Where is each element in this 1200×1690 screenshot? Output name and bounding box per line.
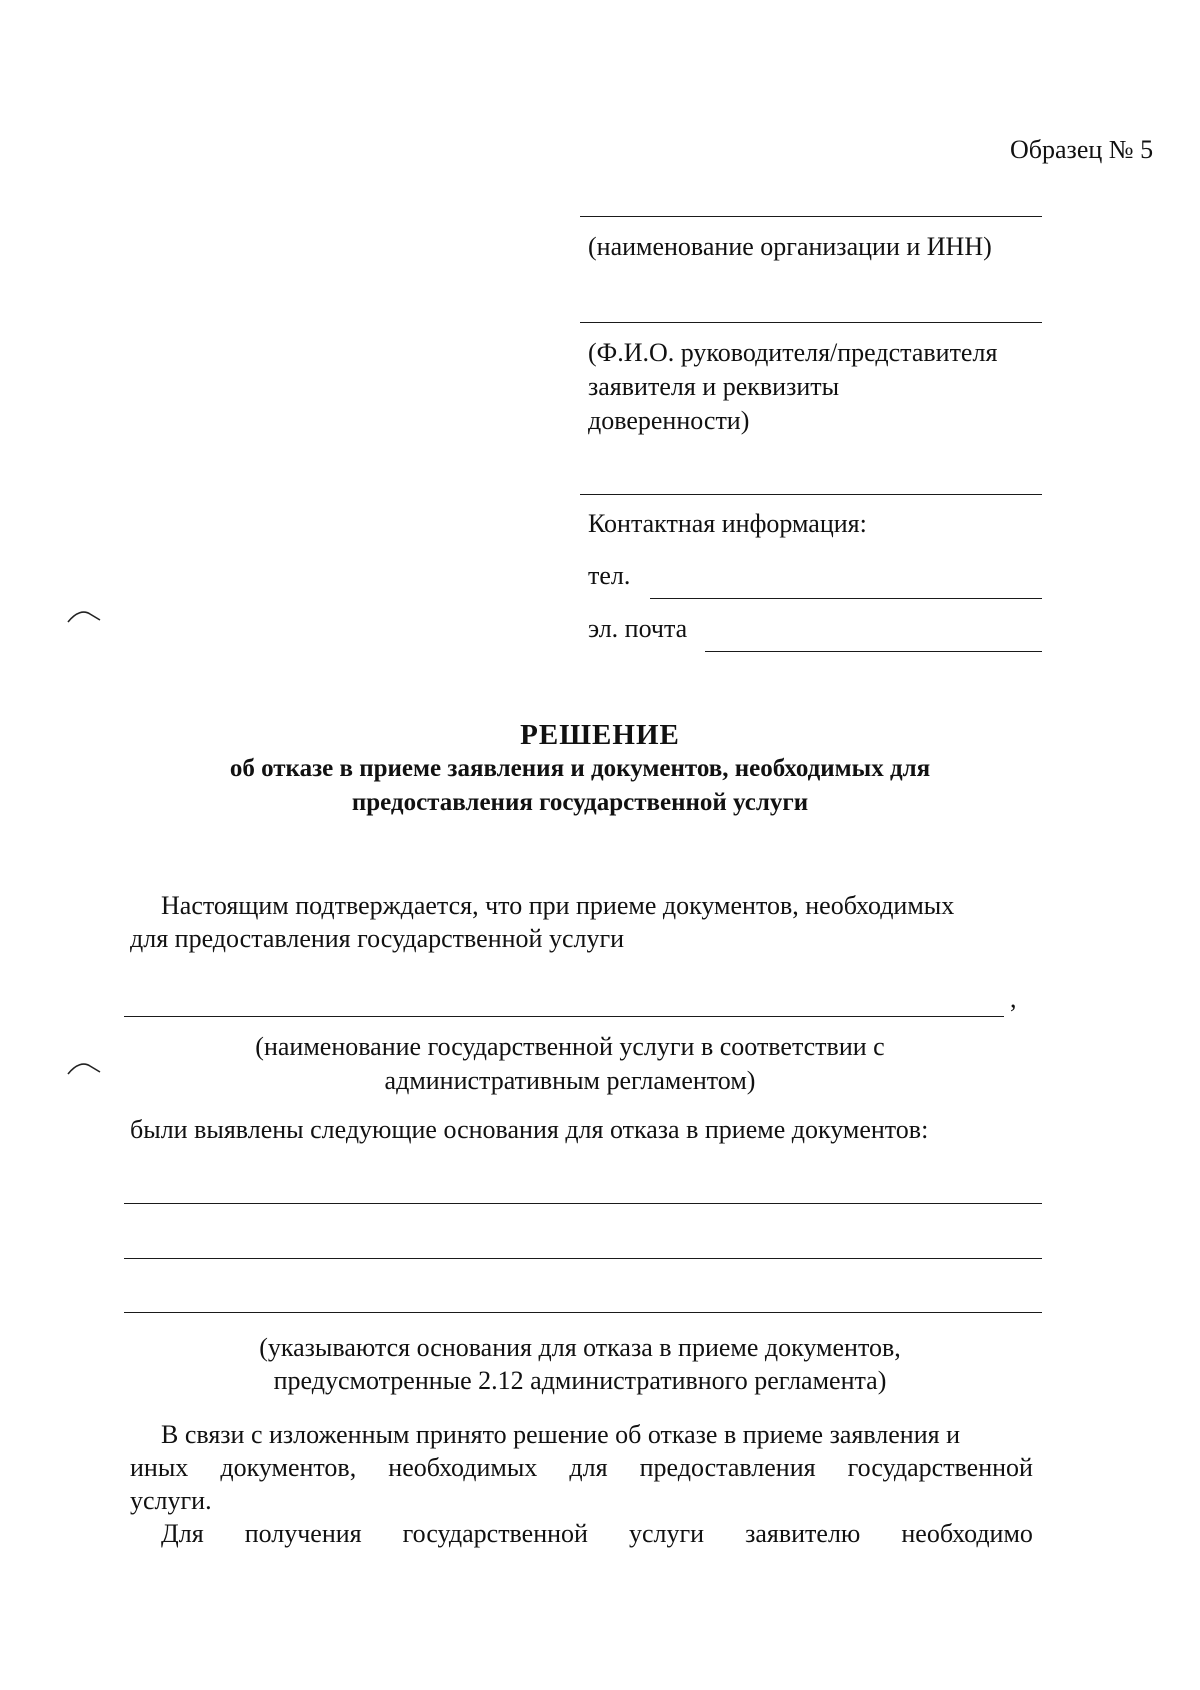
sample-label: Образец № 5 [1010, 135, 1154, 164]
decision-line-2-word: для [569, 1453, 608, 1482]
receive-line-word: получения [244, 1519, 362, 1548]
phone-label: тел. [588, 561, 631, 590]
receive-line-word: Для [161, 1519, 204, 1548]
email-blank-line [705, 651, 1042, 652]
contact-label: Контактная информация: [588, 509, 867, 538]
intro-line-1: Настоящим подтверждается, что при приеме документов, необходимых [161, 891, 955, 920]
receive-line-word: необходимо [901, 1519, 1033, 1548]
service-name-blank-line [124, 1016, 1004, 1017]
receive-line [161, 1517, 1033, 1551]
decision-line-3: услуги. [130, 1486, 212, 1515]
grounds-blank-line-3 [124, 1312, 1042, 1313]
document-subtitle-line-1: об отказе в приеме заявления и документов, необходимых для [229, 755, 931, 782]
service-name-comma: , [1010, 984, 1017, 1013]
decision-line-2-word: иных [130, 1453, 189, 1482]
receive-line-word: государственной [402, 1519, 588, 1548]
email-label: эл. почта [588, 614, 688, 643]
intro-line-2: для предоставления государственной услуги [130, 924, 625, 953]
grounds-intro: были выявлены следующие основания для отказа в приеме документов: [130, 1115, 929, 1144]
receive-line-word: заявителю [745, 1519, 861, 1548]
decision-line-2-word: необходимых [388, 1453, 538, 1482]
document-title: РЕШЕНИЕ [520, 719, 680, 751]
org-name-blank-line [580, 216, 1042, 217]
decision-line-2-word: предоставления [639, 1453, 816, 1482]
representative-caption-line-2: заявителя и реквизиты [588, 372, 840, 401]
document-subtitle-line-2: предоставления государственной услуги [351, 789, 809, 816]
decision-line-1: В связи с изложенным принято решение об отказе в приеме заявления и [161, 1420, 961, 1449]
representative-caption-line-1: (Ф.И.О. руководителя/представителя [588, 338, 998, 367]
receive-line-word: услуги [628, 1519, 705, 1548]
scan-mark-top [66, 604, 106, 628]
representative-caption-line-3: доверенности) [588, 406, 750, 435]
grounds-caption-line-1: (указываются основания для отказа в приеме документов, [259, 1333, 901, 1362]
decision-line-2 [130, 1451, 1033, 1485]
org-name-caption: (наименование организации и ИНН) [588, 232, 992, 261]
contact-blank-line [580, 494, 1042, 495]
phone-blank-line [650, 598, 1042, 599]
decision-line-2-word: государственной [847, 1453, 1033, 1482]
grounds-caption-line-2: предусмотренные 2.12 административного регламента) [273, 1366, 887, 1395]
decision-line-2-word: документов, [220, 1453, 357, 1482]
representative-blank-line [580, 322, 1042, 323]
grounds-blank-line-2 [124, 1258, 1042, 1259]
service-caption-line-2: административным регламентом) [384, 1066, 756, 1095]
service-caption-line-1: (наименование государственной услуги в соответствии с [255, 1032, 885, 1061]
grounds-blank-line-1 [124, 1203, 1042, 1204]
